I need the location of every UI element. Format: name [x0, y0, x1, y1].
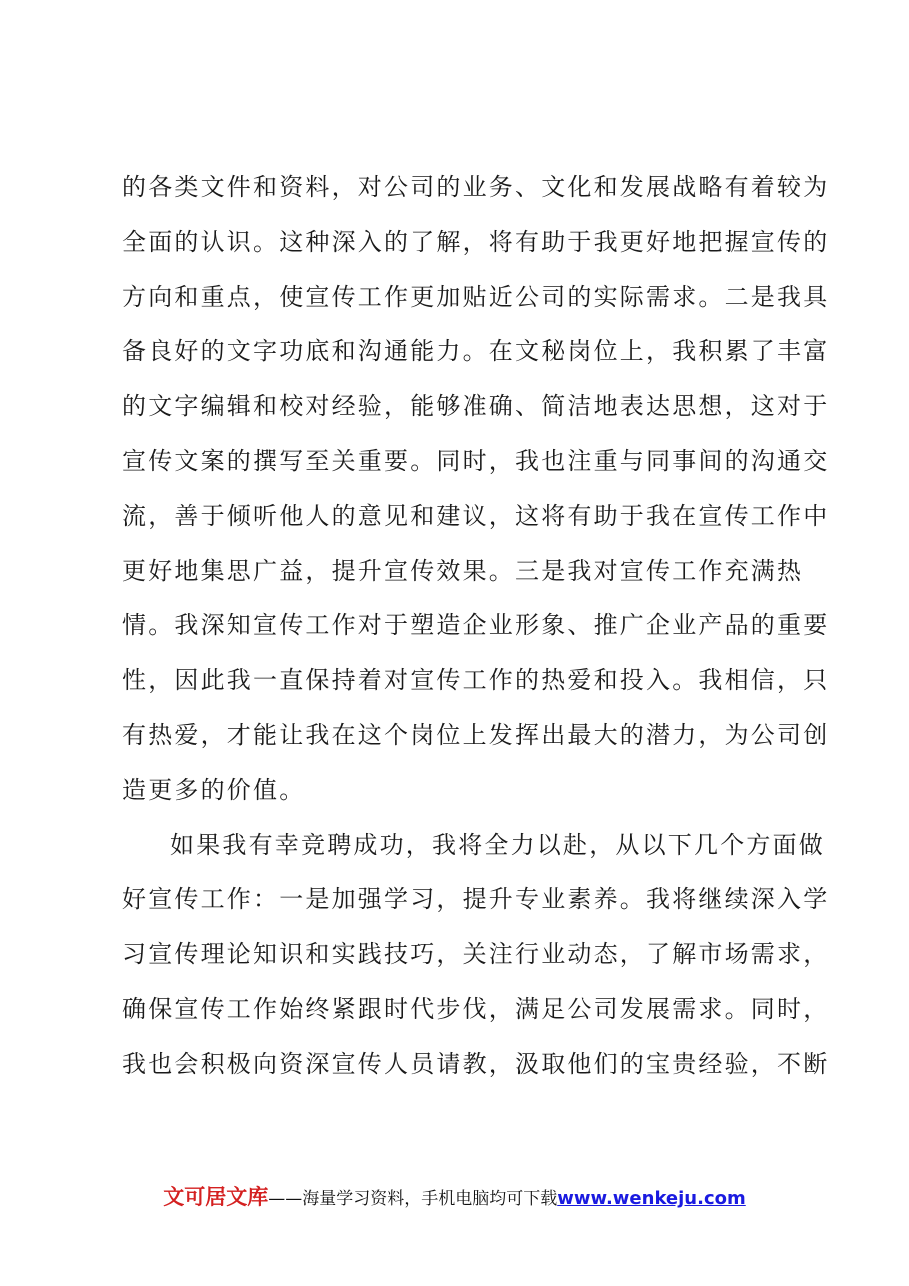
text-line: 全面的认识。这种深入的了解，将有助于我更好地把握宣传的: [122, 227, 830, 256]
document-body: [122, 160, 830, 1092]
footer-banner: [0, 1181, 909, 1211]
text-line: 方向和重点，使宣传工作更加贴近公司的实际需求。二是我具: [122, 282, 830, 311]
text-line: 性，因此我一直保持着对宣传工作的热爱和投入。我相信，只: [122, 666, 830, 695]
footer-brand: 文可居文库: [163, 1185, 269, 1209]
text-line: 宣传文案的撰写至关重要。同时，我也注重与同事间的沟通交: [122, 446, 830, 475]
text-line: 的各类文件和资料，对公司的业务、文化和发展战略有着较为: [122, 173, 830, 201]
text-line: 情。我深知宣传工作对于塑造企业形象、推广企业产品的重要: [122, 611, 830, 640]
text-line: 的文字编辑和校对经验，能够准确、简洁地表达思想，这对于: [122, 392, 830, 421]
text-line: 更好地集思广益，提升宣传效果。三是我对宣传工作充满热: [122, 556, 804, 585]
footer-tagline: ——海量学习资料，手机电脑均可下载: [268, 1189, 558, 1209]
text-line: 备良好的文字功底和沟通能力。在文秘岗位上，我积累了丰富: [122, 337, 830, 366]
text-line: 如果我有幸竞聘成功，我将全力以赴，从以下几个方面做: [170, 830, 825, 859]
text-line: 好宣传工作：一是加强学习，提升专业素养。我将继续深入学: [122, 885, 830, 914]
text-line: 我也会积极向资深宣传人员请教，汲取他们的宝贵经验，不断: [122, 1049, 830, 1078]
text-line: 习宣传理论知识和实践技巧，关注行业动态，了解市场需求，: [122, 940, 830, 969]
text-line: 流，善于倾听他人的意见和建议，这将有助于我在宣传工作中: [122, 501, 830, 530]
text-line: 确保宣传工作始终紧跟时代步伐，满足公司发展需求。同时，: [122, 994, 830, 1023]
text-line: 有热爱，才能让我在这个岗位上发挥出最大的潜力，为公司创: [122, 720, 830, 749]
text-line: 造更多的价值。: [122, 775, 306, 804]
footer-site-link[interactable]: www.wenkeju.com: [557, 1188, 746, 1209]
